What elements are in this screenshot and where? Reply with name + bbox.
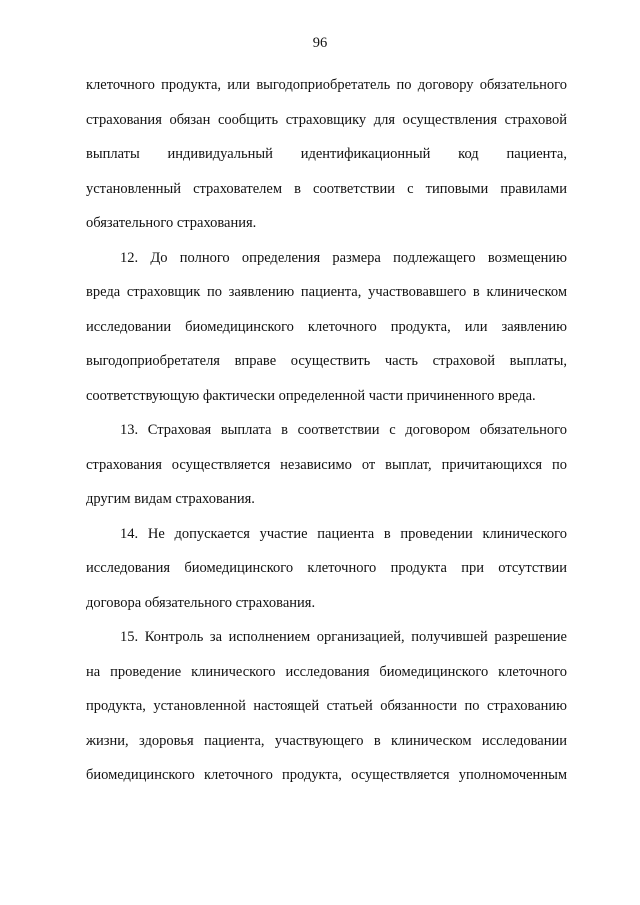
text-line: 13. Страховая выплата в соответствии с договором обязательного bbox=[120, 422, 567, 438]
text-line: страхования осуществляется независимо от выплат, причитающихся по bbox=[86, 456, 567, 473]
text-line: 14. Не допускается участие пациента в проведении клинического bbox=[120, 525, 567, 542]
text-line: страхования обязан сообщить страховщику для осуществления страховой bbox=[86, 111, 567, 128]
text-line: договора обязательного страхования. bbox=[86, 594, 316, 611]
text-line: обязательного страхования. bbox=[86, 215, 257, 231]
text-line: клеточного продукта, или выгодоприобретатель по договору обязательного bbox=[86, 77, 567, 93]
text-line: вреда страховщик по заявлению пациента, участвовавшего в клиническом bbox=[86, 284, 567, 300]
paragraph-continuation bbox=[86, 68, 567, 241]
page-number: 96 bbox=[312, 35, 328, 51]
paragraph-13 bbox=[86, 413, 567, 517]
text-line: жизни, здоровья пациента, участвующего в клиническом исследовании bbox=[86, 732, 567, 749]
text-line: выплаты индивидуальный идентификационный код пациента, bbox=[86, 146, 567, 162]
text-line: на проведение клинического исследования биомедицинского клеточного bbox=[86, 663, 567, 680]
text-line: исследовании биомедицинского клеточного продукта, или заявлению bbox=[86, 318, 567, 335]
document-body bbox=[86, 68, 567, 793]
text-line: соответствующую фактически определенной части причиненного вреда. bbox=[86, 387, 536, 404]
paragraph-15 bbox=[86, 620, 567, 793]
paragraph-12 bbox=[86, 241, 567, 414]
paragraph-14 bbox=[86, 517, 567, 621]
text-line: продукта, установленной настоящей статьей обязанности по страхованию bbox=[86, 698, 567, 714]
text-line: 12. До полного определения размера подлежащего возмещению bbox=[120, 249, 567, 266]
text-line: 15. Контроль за исполнением организацией, получившей разрешение bbox=[120, 629, 567, 645]
text-line: другим видам страхования. bbox=[86, 491, 255, 507]
text-line: исследования биомедицинского клеточного продукта при отсутствии bbox=[86, 560, 567, 576]
text-line: биомедицинского клеточного продукта, осуществляется уполномоченным bbox=[86, 767, 567, 783]
text-line: выгодоприобретателя вправе осуществить часть страховой выплаты, bbox=[86, 353, 567, 369]
text-line: установленный страхователем в соответствии с типовыми правилами bbox=[86, 180, 567, 197]
